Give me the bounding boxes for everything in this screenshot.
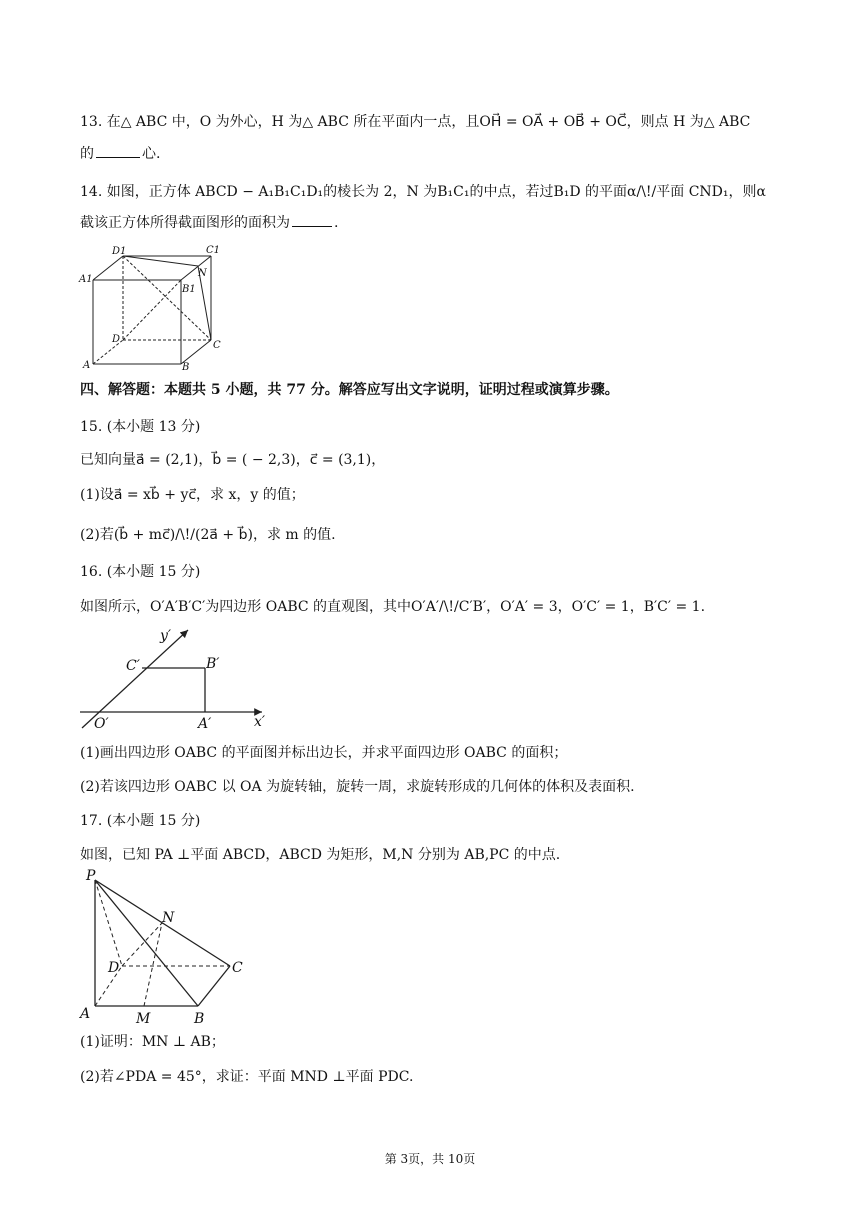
q13-prefix: 的 xyxy=(80,146,94,162)
q14-line2 xyxy=(80,213,780,233)
label-x-prime: x′ xyxy=(254,714,266,730)
q16-given: 如图所示，O′A′B′C′为四边形 OABC 的直观图，其中O′A′/\!/C′B′，O′A′ = 3，O′C′ = 1，B′C′ = 1. xyxy=(80,599,706,615)
q15-title: 15. (本小题 13 分) xyxy=(80,419,201,435)
q13-answer-blank xyxy=(96,144,140,158)
q13-line1: 13. 在△ ABC 中，O 为外心，H 为△ ABC 所在平面内一点，且OH⃗ = OA⃗ + OB⃗ + OC⃗，则点 H 为△ ABC xyxy=(80,114,751,130)
q14-prefix: 截该正方体所得截面图形的面积为 xyxy=(80,215,290,231)
q16-part1: (1)画出四边形 OABC 的平面图并标出边长，并求平面四边形 OABC 的面积； xyxy=(80,745,568,761)
q17-title: 17. (本小题 15 分) xyxy=(80,813,201,829)
q15-part2: (2)若(b⃗ + mc⃗)/\!/(2a⃗ + b⃗)，求 m 的值. xyxy=(80,527,336,543)
q14-answer-blank xyxy=(292,213,332,227)
label-b: B xyxy=(194,1011,205,1026)
label-n: N xyxy=(162,910,175,926)
section-heading: 四、解答题：本题共 5 小题，共 77 分。解答应写出文字说明，证明过程或演算步骤。 xyxy=(80,382,619,398)
q16-part2: (2)若该四边形 OABC 以 OA 为旋转轴，旋转一周，求旋转形成的几何体的体积及表面积. xyxy=(80,779,635,795)
label-b-prime: B′ xyxy=(206,656,220,672)
label-c1: C1 xyxy=(206,245,221,256)
label-p: P xyxy=(86,868,96,884)
q14-suffix: . xyxy=(334,215,339,231)
q15-part1: (1)设a⃗ = xb⃗ + yc⃗，求 x，y 的值； xyxy=(80,487,305,503)
label-a-prime: A′ xyxy=(198,716,212,732)
label-y-prime: y′ xyxy=(160,628,172,644)
oblique-figure xyxy=(78,624,278,734)
label-a: A xyxy=(83,360,91,371)
pyramid-figure xyxy=(78,866,258,1026)
label-b1: B1 xyxy=(182,284,196,295)
q16-title: 16. (本小题 15 分) xyxy=(80,564,201,580)
label-n: N xyxy=(198,268,207,279)
label-c: C xyxy=(232,960,243,976)
q17-part2: (2)若∠PDA = 45°，求证：平面 MND ⊥平面 PDC. xyxy=(80,1069,414,1085)
label-d: D xyxy=(108,960,120,976)
label-m: M xyxy=(136,1011,151,1026)
page-footer: 第 3页，共 10页 xyxy=(384,1152,476,1166)
label-b: B xyxy=(182,362,190,372)
label-d1: D1 xyxy=(112,246,127,257)
label-o-prime: O′ xyxy=(94,716,109,732)
label-a1: A1 xyxy=(79,274,93,285)
q14-line1: 14. 如图，正方体 ABCD − A₁B₁C₁D₁的棱长为 2，N 为B₁C₁的中点，若过B₁D 的平面α/\!/平面 CND₁，则α xyxy=(80,184,766,200)
q15-given: 已知向量a⃗ = (2,1)，b⃗ = ( − 2,3)，c⃗ = (3,1)， xyxy=(80,452,386,468)
q17-given: 如图，已知 PA ⊥平面 ABCD，ABCD 为矩形，M,N 分别为 AB,PC 的中点. xyxy=(80,847,561,863)
cube-figure xyxy=(78,244,228,372)
q17-part1: (1)证明：MN ⊥ AB； xyxy=(80,1034,225,1050)
label-c: C xyxy=(213,340,221,351)
label-d: D xyxy=(112,334,121,345)
q13-line2 xyxy=(80,144,780,164)
label-c-prime: C′ xyxy=(126,658,140,674)
q13-suffix: 心. xyxy=(142,146,161,162)
label-a: A xyxy=(80,1006,91,1022)
